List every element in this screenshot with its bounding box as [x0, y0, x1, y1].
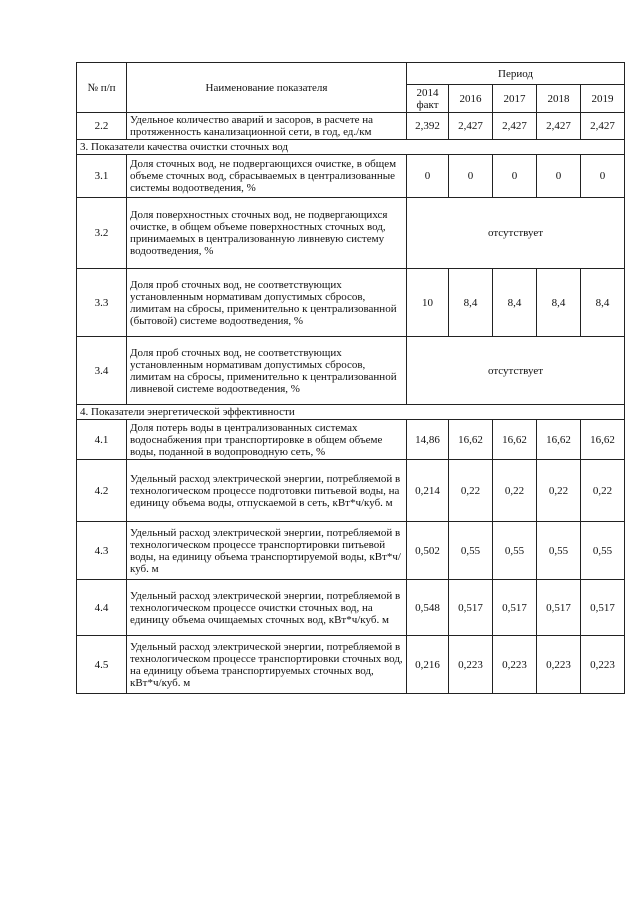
table-row: [77, 269, 625, 337]
row-number: 4.4: [77, 580, 127, 636]
merged-value-cell: отсутствует: [407, 337, 625, 405]
table-row: [77, 420, 625, 460]
value-cell: 16,62: [493, 420, 537, 460]
section-title: 3. Показатели качества очистки сточных вод: [77, 140, 625, 155]
indicator-text: Доля потерь воды в централизованных системах водоснабжения при транспортировке в общем объеме воды, поданной в водопроводную сеть, %: [127, 420, 407, 460]
indicator-text: Удельный расход электрической энергии, потребляемой в технологическом процессе подготовки питьевой воды, на единицу объема воды, отпускаемой в сеть, кВт*ч/куб. м: [127, 460, 407, 522]
table-row: [77, 198, 625, 269]
section-title: 4. Показатели энергетической эффективности: [77, 405, 625, 420]
header-number: № п/п: [77, 63, 127, 113]
row-number: 3.1: [77, 155, 127, 198]
section-row: [77, 140, 625, 155]
row-number: 3.2: [77, 198, 127, 269]
header-year: 2014 факт: [407, 85, 449, 113]
indicator-text: Доля поверхностных сточных вод, не подвергающихся очистке, в общем объеме поверхностных сточных вод, принимаемых в централизованную ливневую систему водоотведения, %: [127, 198, 407, 269]
value-cell: 14,86: [407, 420, 449, 460]
row-number: 3.3: [77, 269, 127, 337]
value-cell: 2,392: [407, 113, 449, 140]
value-cell: 0,548: [407, 580, 449, 636]
table-row: [77, 580, 625, 636]
value-cell: 0,223: [449, 636, 493, 694]
value-cell: 0,55: [537, 522, 581, 580]
merged-value-cell: отсутствует: [407, 198, 625, 269]
indicator-text: Удельный расход электрической энергии, потребляемой в технологическом процессе очистки сточных вод, на единицу объема очищаемых сточных вод, кВт*ч/куб. м: [127, 580, 407, 636]
value-cell: 0,517: [493, 580, 537, 636]
value-cell: 2,427: [537, 113, 581, 140]
indicator-text: Доля проб сточных вод, не соответствующих установленным нормативам допустимых сбросов, лимитам на сбросы, применительно к централизованной ливневой системе водоотведения, %: [127, 337, 407, 405]
value-cell: 0,517: [581, 580, 625, 636]
table-row: [77, 522, 625, 580]
indicator-text: Удельный расход электрической энергии, потребляемой в технологическом процессе транспортировки питьевой воды, на единицу объема транспортируемой воды, кВт*ч/куб. м: [127, 522, 407, 580]
row-number: 4.5: [77, 636, 127, 694]
value-cell: 0,55: [581, 522, 625, 580]
header-year: 2018: [537, 85, 581, 113]
header-indicator-name: Наименование показателя: [127, 63, 407, 113]
row-number: 4.3: [77, 522, 127, 580]
row-number: 2.2: [77, 113, 127, 140]
value-cell: 16,62: [537, 420, 581, 460]
value-cell: 8,4: [581, 269, 625, 337]
indicator-text: Удельное количество аварий и засоров, в расчете на протяженность канализационной сети, в год, ед./км: [127, 113, 407, 140]
table-row: [77, 636, 625, 694]
header-year: 2016: [449, 85, 493, 113]
row-number: 4.1: [77, 420, 127, 460]
value-cell: 8,4: [493, 269, 537, 337]
value-cell: 16,62: [581, 420, 625, 460]
value-cell: 0,214: [407, 460, 449, 522]
value-cell: 0: [581, 155, 625, 198]
table-row: [77, 155, 625, 198]
value-cell: 0,223: [493, 636, 537, 694]
value-cell: 2,427: [581, 113, 625, 140]
value-cell: 0,216: [407, 636, 449, 694]
value-cell: 0,517: [449, 580, 493, 636]
indicators-table: [76, 62, 625, 694]
value-cell: 2,427: [493, 113, 537, 140]
value-cell: 0,22: [537, 460, 581, 522]
header-period: Период: [407, 63, 625, 85]
value-cell: 0,55: [493, 522, 537, 580]
header-year: 2017: [493, 85, 537, 113]
row-number: 4.2: [77, 460, 127, 522]
table-row: [77, 460, 625, 522]
value-cell: 0,22: [493, 460, 537, 522]
section-row: [77, 405, 625, 420]
value-cell: 8,4: [537, 269, 581, 337]
table-row: [77, 337, 625, 405]
indicator-text: Удельный расход электрической энергии, потребляемой в технологическом процессе транспортировки сточных вод, на единицу объема транспортируемых сточных вод, кВт*ч/куб. м: [127, 636, 407, 694]
value-cell: 0,223: [537, 636, 581, 694]
value-cell: 10: [407, 269, 449, 337]
value-cell: 0,55: [449, 522, 493, 580]
value-cell: 8,4: [449, 269, 493, 337]
table-row: [77, 113, 625, 140]
value-cell: 0: [407, 155, 449, 198]
value-cell: 0,22: [449, 460, 493, 522]
value-cell: 0: [493, 155, 537, 198]
row-number: 3.4: [77, 337, 127, 405]
indicator-text: Доля сточных вод, не подвергающихся очистке, в общем объеме сточных вод, сбрасываемых в централизованные системы водоотведения, %: [127, 155, 407, 198]
header-year: 2019: [581, 85, 625, 113]
value-cell: 0,502: [407, 522, 449, 580]
value-cell: 0: [537, 155, 581, 198]
indicator-text: Доля проб сточных вод, не соответствующих установленным нормативам допустимых сбросов, лимитам на сбросы, применительно к централизованной (бытовой) системе водоотведения, %: [127, 269, 407, 337]
value-cell: 0: [449, 155, 493, 198]
value-cell: 2,427: [449, 113, 493, 140]
value-cell: 16,62: [449, 420, 493, 460]
value-cell: 0,223: [581, 636, 625, 694]
value-cell: 0,22: [581, 460, 625, 522]
value-cell: 0,517: [537, 580, 581, 636]
